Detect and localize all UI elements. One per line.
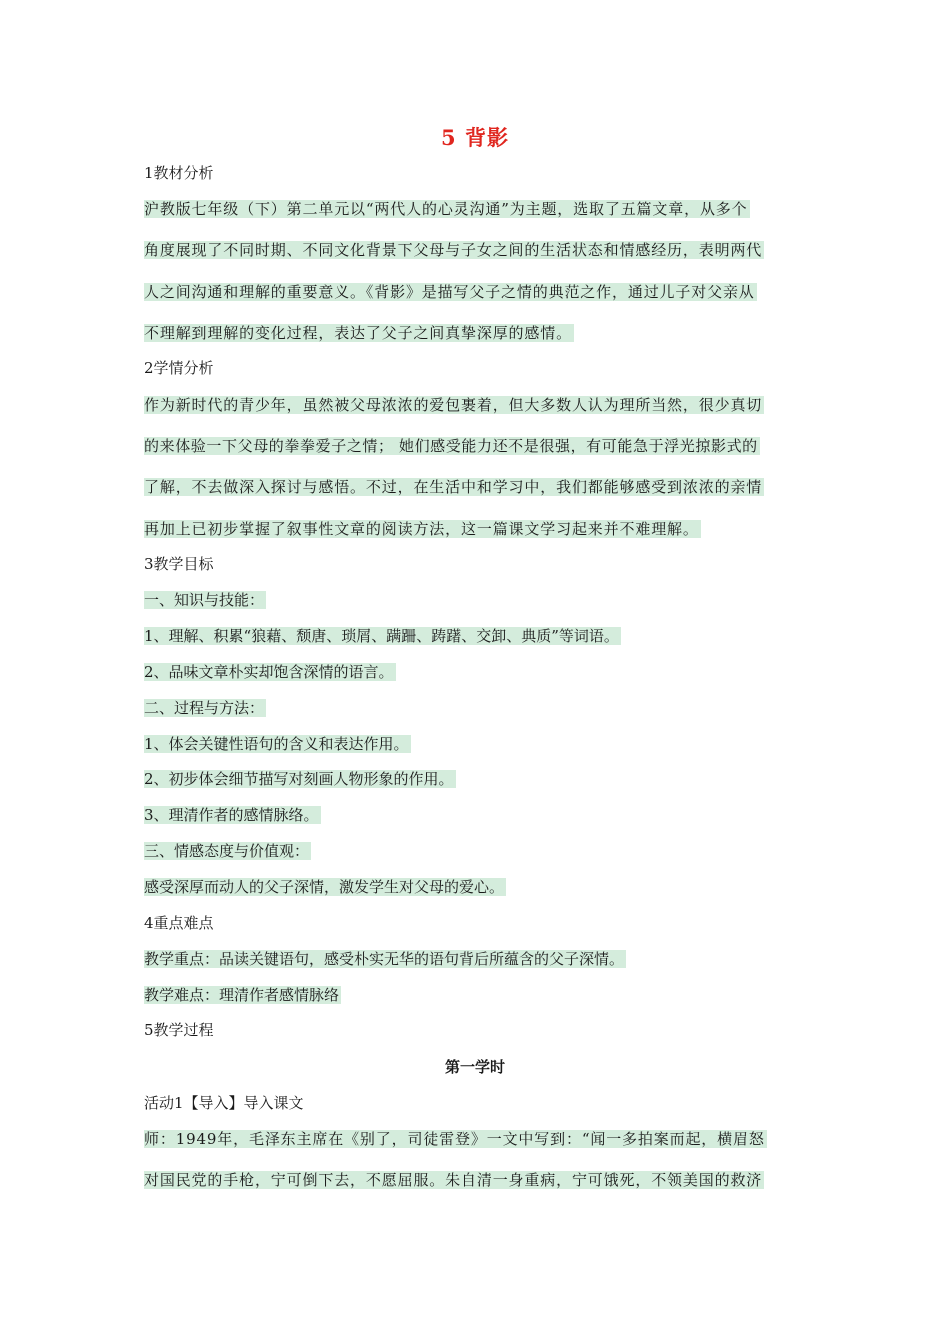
goal-heading: 二、过程与方法：: [144, 699, 265, 717]
section-heading: 4重点难点: [144, 914, 214, 932]
paragraph-line: 的来体验一下父母的拳拳爱子之情； 她们感受能力还不是很强，有可能急于浮光掠影式的: [144, 437, 758, 455]
page-title: 5 背影: [441, 125, 509, 150]
section-heading: 2学情分析: [144, 359, 214, 377]
paragraph-line: 角度展现了不同时期、不同文化背景下父母与子女之间的生活状态和情感经历，表明两代: [144, 241, 763, 259]
paragraph-line: 人之间沟通和理解的重要意义。《背影》是描写父子之情的典范之作，通过儿子对父亲从: [144, 283, 755, 301]
goal-heading: 一、知识与技能：: [144, 591, 265, 609]
goal-item: 1、理解、积累“狼藉、颓唐、琐屑、蹒跚、踌躇、交卸、典质”等词语。: [144, 627, 619, 645]
paragraph-line: 作为新时代的青少年，虽然被父母浓浓的爱包裹着，但大多数人认为理所当然，很少真切: [144, 396, 763, 414]
paragraph-line: 师：1949年，毛泽东主席在《别了，司徒雷登》一文中写到：“闻一多拍案而起，横眉怒: [144, 1130, 765, 1148]
goal-item: 3、理清作者的感情脉络。: [144, 806, 319, 824]
lesson-subheading: 第一学时: [444, 1058, 505, 1076]
paragraph-line: 沪教版七年级（下）第二单元以“两代人的心灵沟通”为主题，选取了五篇文章，从多个: [144, 200, 748, 218]
section-heading: 3教学目标: [144, 555, 214, 573]
activity-heading: 活动1【导入】导入课文: [144, 1094, 304, 1112]
paragraph-line: 不理解到理解的变化过程，表达了父子之间真挚深厚的感情。: [144, 324, 572, 342]
paragraph-line: 再加上已初步掌握了叙事性文章的阅读方法，这一篇课文学习起来并不难理解。: [144, 520, 699, 538]
section-heading: 5教学过程: [144, 1021, 214, 1039]
goal-item: 2、品味文章朴实却饱含深情的语言。: [144, 663, 394, 681]
key-point: 教学重点：品读关键语句，感受朴实无华的语句背后所蕴含的父子深情。: [144, 950, 625, 968]
goal-item: 2、初步体会细节描写对刻画人物形象的作用。: [144, 770, 454, 788]
goal-item: 感受深厚而动人的父子深情，激发学生对父母的爱心。: [144, 878, 505, 896]
difficulty-point: 教学难点：理清作者感情脉络: [144, 986, 340, 1004]
goal-heading: 三、情感态度与价值观：: [144, 842, 310, 860]
section-heading: 1教材分析: [144, 164, 214, 182]
paragraph-line: 对国民党的手枪，宁可倒下去，不愿屈服。朱自清一身重病，宁可饿死，不领美国的救济: [144, 1171, 763, 1189]
goal-item: 1、体会关键性语句的含义和表达作用。: [144, 735, 409, 753]
paragraph-line: 了解，不去做深入探讨与感悟。不过，在生活中和学习中，我们都能够感受到浓浓的亲情: [144, 478, 763, 496]
